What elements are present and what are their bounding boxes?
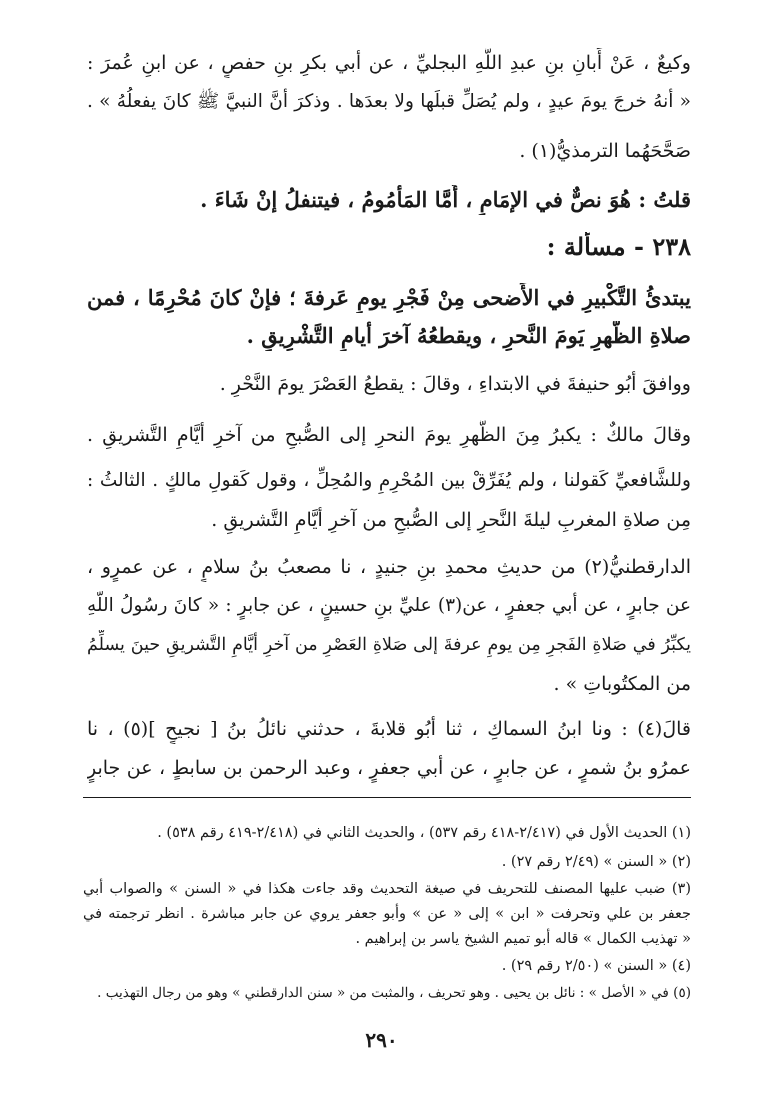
footnote: (٤) « السنن » (٢/٥٠ رقم ٢٩) . [501,958,691,974]
issue-heading: ٢٣٨ - مسألة : [546,232,691,261]
body-line: صَحَّحَهُما الترمذيُّ(١) . [519,140,691,162]
body-line: يكبِّرُ في صَلاةِ الفَجرِ مِن يومِ عرفةَ إلى صَلاةِ العَصْرِ من آخرِ أيَّامِ التَّشريقِ حينَ يسلِّمُ [87,635,691,655]
body-line: من المكتُوباتِ » . [553,673,691,695]
page-number: ٢٩٠ [365,1028,398,1052]
footnote: (١) الحديث الأول في (٢/٤١٧-٤١٨ رقم ٥٣٧) ، والحديث الثاني في (٢/٤١٨-٤١٩ رقم ٥٣٨) . [157,825,691,841]
body-line: ووافقَ أبُو حنيفةَ في الابتداءِ ، وقالَ : يقطعُ العَصْرَ يومَ النَّحْرِ . [219,373,691,395]
body-line: وللشَّافعيِّ كَقولنا ، ولم يُفَرِّقْ بين المُحْرِمِ والمُحِلِّ ، وقول كَقولِ مالكٍ . الثالثُ : [87,470,691,491]
body-line: عن جابرٍ ، عن أبي جعفرٍ ، عن(٣) عليِّ بنِ حسينٍ ، عن جابرٍ : « كانَ رسُولُ اللَّهِ [87,595,691,616]
issue-text-line: صلاةِ الظُّهرِ يَومَ النَّحرِ ، ويقطعُهُ آخرَ أيامِ التَّشْرِيقِ . [246,323,691,348]
footnote: (٣) ضبب عليها المصنف للتحريف في صيغة التحديث وقد جاءت هكذا في « السنن » والصواب أبي [83,881,691,897]
body-line: عمرُو بنُ شمرٍ ، عن جابرٍ ، عن أبي جعفرٍ ، وعبد الرحمن بن سابطٍ ، عن جابرٍ [87,757,691,779]
footnote-divider [83,797,691,798]
footnote-continuation: « تهذيب الكمال » قاله أبو تميم الشيخ ياسر بن إبراهيم . [355,931,691,947]
footnote: (٥) في « الأصل » : نائل بن يحيى . وهو تحريف ، والمثبت من « سنن الدارقطني » وهو من رجال التهذيب . [97,985,691,1001]
body-line: قالَ(٤) : ونا ابنُ السماكِ ، ثنا أبُو قلابةَ ، حدثني نائلُ بنُ [ نجيحٍ ](٥) ، نا [87,718,691,740]
footnote: (٢) « السنن » (٢/٤٩ رقم ٢٧) . [501,854,691,870]
body-line: وكيعٌ ، عَنْ أَبانِ بنِ عبدِ اللَّهِ البجليِّ ، عن أبي بكرِ بنِ حفصٍ ، عن ابنِ عُمرَ : [87,52,691,74]
body-line: مِن صلاةِ المغربِ ليلةَ النَّحرِ إلى الصُّبحِ من آخرِ أيَّامِ التَّشريقِ . [211,509,691,531]
body-line: وقالَ مالكٌ : يكبرُ مِنَ الظُّهرِ يومَ النحرِ إلى الصُّبحِ من آخرِ أيَّامِ التَّشريقِ . [87,424,691,446]
body-line: الدارقطنيُّ(٢) من حديثِ محمدِ بنِ جنيدٍ ، نا مصعبُ بنُ سلامٍ ، عن عمرٍو ، [87,556,691,578]
issue-text-line: يبتدئُ التَّكْبيرِ في الأَضحى مِنْ فَجْرِ يومِ عَرفةَ ؛ فإنْ كانَ مُحْرِمًا ، فمن [87,285,691,310]
opinion-line: قلتُ : هُوَ نصٌّ في الإمَامِ ، أَمَّا المَأْمُومُ ، فيتنفلُ إنْ شَاءَ . [200,187,691,212]
body-line: « أنهُ خرجَ يومَ عيدٍ ، ولم يُصَلِّ قبلَها ولا بعدَها . وذكرَ أنَّ النبيَّ ﷺ كانَ يفعلُهُ » . [87,91,691,112]
footnote-continuation: جعفر بن علي وتحرفت « ابن » إلى « عن » وأبو جعفر يروي عن جابر مباشرة . انظر ترجمته في [83,906,691,922]
